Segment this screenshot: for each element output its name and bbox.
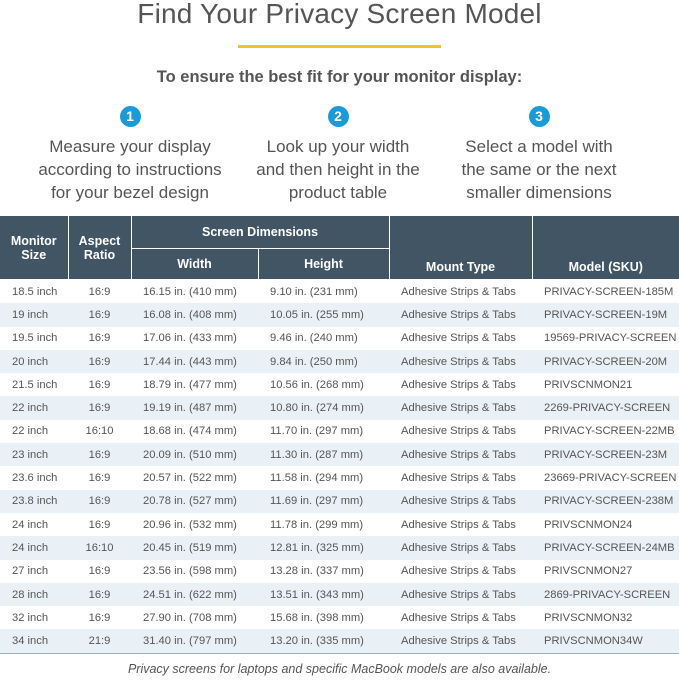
cell-model-sku: PRIVACY-SCREEN-23M [532, 443, 679, 466]
header-aspect-ratio [68, 216, 131, 280]
cell-aspect-ratio: 16:10 [68, 536, 131, 559]
header-monitor-size [0, 216, 68, 280]
cell-width: 17.44 in. (443 mm) [131, 350, 258, 373]
cell-mount-type: Adhesive Strips & Tabs [401, 378, 516, 391]
table-row [0, 513, 679, 536]
cell-model-sku: PRIVSCNMON27 [544, 565, 633, 578]
step-text-line: the same or the next [461, 160, 617, 179]
table-body [0, 280, 679, 654]
cell-width: 20.57 in. (522 mm) [143, 472, 237, 485]
cell-monitor-size: 32 inch [12, 611, 49, 624]
step-text-line: and then height in the [256, 160, 420, 179]
cell-mount-type: Adhesive Strips & Tabs [401, 565, 516, 578]
cell-width: 18.79 in. (477 mm) [143, 378, 237, 391]
cell-model-sku: PRIVACY-SCREEN-22MB [544, 425, 675, 438]
cell-monitor-size: 23.8 inch [0, 490, 68, 513]
cell-monitor-size: 23 inch [0, 443, 68, 466]
cell-height: 13.51 in. (343 mm) [258, 583, 389, 606]
step-text-line: for your bezel design [51, 183, 209, 202]
cell-height: 11.30 in. (287 mm) [258, 443, 389, 466]
cell-model-sku: PRIVSCNMON24 [544, 518, 633, 531]
cell-width: 18.68 in. (474 mm) [143, 425, 237, 438]
cell-height: 13.28 in. (337 mm) [270, 565, 364, 578]
cell-monitor-size: 21.5 inch [12, 378, 58, 391]
cell-aspect-ratio: 16:9 [68, 443, 131, 466]
table-row [0, 280, 679, 304]
cell-height: 9.84 in. (250 mm) [258, 350, 389, 373]
cell-aspect-ratio: 16:10 [85, 425, 114, 438]
cell-aspect-ratio: 16:9 [68, 303, 131, 326]
step-text-line: Measure your display [49, 137, 211, 156]
step-text-line: Look up your width [266, 137, 410, 156]
cell-monitor-size: 28 inch [0, 583, 68, 606]
cell-monitor-size: 24 inch [12, 518, 49, 531]
table-row [0, 583, 679, 606]
step-1 [20, 106, 240, 204]
table-row [0, 396, 679, 419]
step-text-line: according to instructions [38, 160, 222, 179]
cell-monitor-size: 23.6 inch [12, 472, 58, 485]
step-text [429, 135, 649, 204]
cell-height: 11.69 in. (297 mm) [258, 490, 389, 513]
cell-height: 11.70 in. (297 mm) [270, 425, 364, 438]
cell-model-sku: PRIVACY-SCREEN-238M [532, 490, 679, 513]
cell-model-sku: PRIVACY-SCREEN-20M [532, 350, 679, 373]
cell-width: 17.06 in. (433 mm) [143, 332, 237, 345]
cell-monitor-size: 34 inch [0, 629, 68, 653]
header-line: Size [21, 247, 47, 262]
cell-aspect-ratio: 16:9 [88, 565, 111, 578]
cell-width: 20.09 in. (510 mm) [131, 443, 258, 466]
cell-mount-type: Adhesive Strips & Tabs [389, 536, 532, 559]
cell-model-sku: 2269-PRIVACY-SCREEN [532, 396, 679, 419]
cell-aspect-ratio: 16:9 [88, 378, 111, 391]
cell-monitor-size: 20 inch [0, 350, 68, 373]
cell-mount-type: Adhesive Strips & Tabs [401, 518, 516, 531]
step-number-badge: 1 [120, 106, 141, 127]
table-row [0, 536, 679, 559]
table-row [0, 466, 679, 489]
cell-monitor-size: 19 inch [0, 303, 68, 326]
table-row [0, 629, 679, 653]
cell-width: 31.40 in. (797 mm) [131, 629, 258, 653]
cell-height: 12.81 in. (325 mm) [258, 536, 389, 559]
cell-model-sku: PRIVACY-SCREEN-185M [544, 285, 674, 298]
header-line: Aspect [78, 233, 121, 248]
cell-height: 10.56 in. (268 mm) [270, 378, 364, 391]
cell-mount-type: Adhesive Strips & Tabs [401, 332, 516, 345]
cell-height: 10.05 in. (255 mm) [258, 303, 389, 326]
cell-height: 9.10 in. (231 mm) [270, 285, 358, 298]
cell-model-sku: PRIVACY-SCREEN-19M [532, 303, 679, 326]
page-title: Find Your Privacy Screen Model [137, 0, 542, 29]
cell-mount-type: Adhesive Strips & Tabs [401, 472, 516, 485]
cell-model-sku: PRIVSCNMON21 [544, 378, 633, 391]
cell-aspect-ratio: 21:9 [68, 629, 131, 653]
cell-mount-type: Adhesive Strips & Tabs [389, 350, 532, 373]
header-mount-type: Mount Type [389, 216, 532, 280]
cell-mount-type: Adhesive Strips & Tabs [389, 583, 532, 606]
cell-model-sku: PRIVSCNMON34W [532, 629, 679, 653]
header-screen-dimensions: Screen Dimensions [131, 216, 389, 249]
cell-monitor-size: 22 inch [12, 425, 49, 438]
cell-aspect-ratio: 16:9 [68, 396, 131, 419]
cell-mount-type: Adhesive Strips & Tabs [389, 490, 532, 513]
cell-width: 27.90 in. (708 mm) [143, 611, 237, 624]
footer-note: Privacy screens for laptops and specific MacBook models are also available. [127, 662, 552, 676]
cell-mount-type: Adhesive Strips & Tabs [389, 629, 532, 653]
step-text [20, 135, 240, 204]
cell-aspect-ratio: 16:9 [68, 350, 131, 373]
step-number-badge: 2 [328, 106, 349, 127]
page-subtitle: To ensure the best fit for your monitor display: [156, 68, 523, 86]
cell-mount-type: Adhesive Strips & Tabs [401, 611, 516, 624]
header-line: Monitor [10, 233, 57, 248]
cell-model-sku: PRIVACY-SCREEN-24MB [532, 536, 679, 559]
table-row [0, 327, 679, 350]
cell-width: 20.96 in. (532 mm) [143, 518, 237, 531]
cell-height: 13.20 in. (335 mm) [258, 629, 389, 653]
cell-monitor-size: 22 inch [0, 396, 68, 419]
cell-mount-type: Adhesive Strips & Tabs [401, 425, 516, 438]
cell-model-sku: PRIVSCNMON32 [544, 611, 633, 624]
cell-model-sku: 23669-PRIVACY-SCREEN [544, 472, 677, 485]
cell-model-sku: 2869-PRIVACY-SCREEN [532, 583, 679, 606]
cell-height: 11.78 in. (299 mm) [270, 518, 364, 531]
cell-aspect-ratio: 16:9 [88, 611, 111, 624]
cell-width: 16.08 in. (408 mm) [131, 303, 258, 326]
cell-aspect-ratio: 16:9 [68, 583, 131, 606]
step-2 [228, 106, 448, 204]
cell-monitor-size: 18.5 inch [12, 285, 58, 298]
cell-monitor-size: 24 inch [0, 536, 68, 559]
steps-section [0, 106, 679, 206]
step-text-line: Select a model with [465, 137, 613, 156]
cell-width: 20.78 in. (527 mm) [131, 490, 258, 513]
cell-aspect-ratio: 16:9 [88, 332, 111, 345]
cell-width: 19.19 in. (487 mm) [131, 396, 258, 419]
table-row [0, 443, 679, 466]
cell-width: 20.45 in. (519 mm) [131, 536, 258, 559]
step-text [228, 135, 448, 204]
table-row [0, 373, 679, 396]
model-table [0, 215, 679, 654]
table-row [0, 490, 679, 513]
table-row [0, 303, 679, 326]
step-number-badge: 3 [529, 106, 550, 127]
cell-aspect-ratio: 16:9 [68, 490, 131, 513]
header-line: Ratio [83, 247, 116, 262]
cell-model-sku: 19569-PRIVACY-SCREEN [544, 332, 677, 345]
cell-width: 24.51 in. (622 mm) [131, 583, 258, 606]
cell-aspect-ratio: 16:9 [88, 472, 111, 485]
cell-mount-type: Adhesive Strips & Tabs [401, 285, 516, 298]
table-row [0, 606, 679, 629]
cell-mount-type: Adhesive Strips & Tabs [389, 396, 532, 419]
cell-monitor-size: 27 inch [12, 565, 49, 578]
step-text-line: product table [288, 183, 388, 202]
cell-width: 16.15 in. (410 mm) [143, 285, 237, 298]
step-text-line: smaller dimensions [466, 183, 612, 202]
title-underline [238, 45, 441, 48]
cell-aspect-ratio: 16:9 [88, 518, 111, 531]
cell-width: 23.56 in. (598 mm) [143, 565, 237, 578]
table-row [0, 350, 679, 373]
cell-monitor-size: 19.5 inch [12, 332, 58, 345]
cell-height: 10.80 in. (274 mm) [258, 396, 389, 419]
cell-aspect-ratio: 16:9 [88, 285, 111, 298]
header-width: Width [131, 249, 258, 280]
header-model-sku: Model (SKU) [532, 216, 679, 280]
cell-height: 9.46 in. (240 mm) [270, 332, 358, 345]
step-3 [429, 106, 649, 204]
cell-mount-type: Adhesive Strips & Tabs [389, 443, 532, 466]
cell-mount-type: Adhesive Strips & Tabs [389, 303, 532, 326]
header-height: Height [258, 249, 389, 280]
cell-height: 11.58 in. (294 mm) [270, 472, 364, 485]
table-row [0, 420, 679, 443]
table-row [0, 560, 679, 583]
cell-height: 15.68 in. (398 mm) [270, 611, 364, 624]
